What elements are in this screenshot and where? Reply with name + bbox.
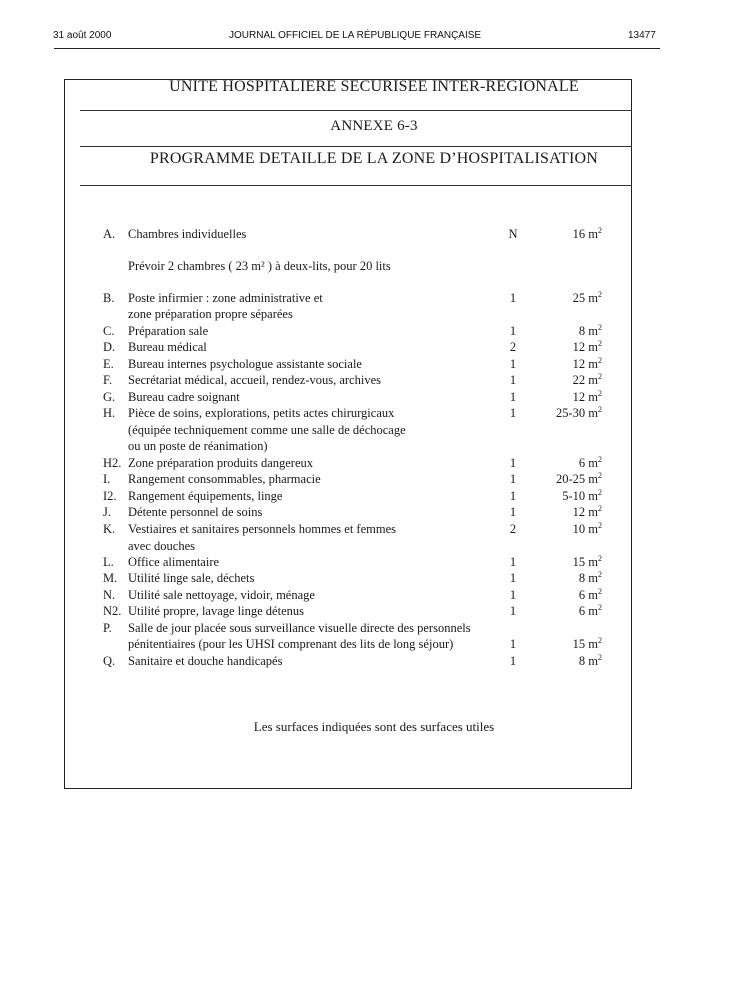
room-description: ou un poste de réanimation): [128, 439, 268, 453]
room-code: H2.: [103, 456, 122, 470]
room-description: (équipée techniquement comme une salle de déchocage: [128, 423, 406, 437]
room-code: J.: [103, 505, 111, 519]
room-code: N.: [103, 588, 116, 602]
surface-unit-exponent: 2: [598, 339, 602, 348]
room-description: Utilité propre, lavage linge détenus: [128, 604, 304, 618]
room-code: G.: [103, 390, 116, 404]
room-surface: 8 $m^2$: [578, 570, 602, 585]
room-surface: 15 $m^2$: [572, 636, 602, 651]
room-quantity: 1: [509, 489, 517, 503]
surface-unit-exponent: 2: [598, 570, 602, 579]
room-quantity: 1: [509, 291, 517, 305]
room-surface: 12 $m^2$: [572, 504, 602, 519]
room-description: Salle de jour placée sous surveillance visuelle directe des personnels: [128, 621, 471, 635]
room-description: pénitentiaires (pour les UHSI comprenant des lits de long séjour): [128, 637, 454, 651]
room-surface: 25-30 $m^2$: [555, 405, 602, 420]
room-surface: 6 $m^2$: [578, 455, 602, 470]
room-code: B.: [103, 291, 115, 305]
room-code: E.: [103, 357, 114, 371]
room-code: H.: [103, 406, 116, 420]
room-surface: 8 $m^2$: [578, 653, 602, 668]
title-rule: [80, 110, 632, 111]
room-code: F.: [103, 373, 113, 387]
room-quantity: 1: [509, 373, 517, 387]
room-surface: 5-10 $m^2$: [562, 488, 602, 503]
room-surface: 6 $m^2$: [578, 603, 602, 618]
surface-unit-exponent: 2: [598, 636, 602, 645]
surface-unit-exponent: 2: [598, 504, 602, 513]
room-description: Utilité sale nettoyage, vidoir, ménage: [128, 588, 315, 602]
surface-unit-exponent: 2: [598, 603, 602, 612]
room-description: Bureau médical: [128, 340, 207, 354]
room-description: Vestiaires et sanitaires personnels hommes et femmes: [128, 522, 396, 536]
surface-unit-exponent: 2: [598, 356, 602, 365]
room-code: I.: [103, 472, 111, 486]
room-description: Prévoir 2 chambres ( 23 m² ) à deux-lits, pour 20 lits: [128, 259, 391, 273]
surface-unit-exponent: 2: [598, 653, 602, 662]
room-code: K.: [103, 522, 116, 536]
room-code: P.: [103, 621, 112, 635]
header-page-number: 13477: [628, 30, 656, 41]
header-journal-title: JOURNAL OFFICIEL DE LA RÉPUBLIQUE FRANÇAISE: [229, 30, 482, 41]
room-code: C.: [103, 324, 115, 338]
room-quantity: 1: [509, 571, 517, 585]
room-code: M.: [103, 571, 118, 585]
room-surface: 12 $m^2$: [572, 356, 602, 371]
room-code: A.: [103, 227, 116, 241]
room-quantity: 1: [509, 390, 517, 404]
room-quantity: 1: [509, 654, 517, 668]
surface-unit-exponent: 2: [598, 323, 602, 332]
surface-unit-exponent: 2: [598, 290, 602, 299]
room-surface: 25 $m^2$: [572, 290, 602, 305]
room-description: Bureau internes psychologue assistante sociale: [128, 357, 362, 371]
room-quantity: 1: [509, 357, 517, 371]
room-code: D.: [103, 340, 116, 354]
document-title: UNITE HOSPITALIERE SECURISEE INTER-REGIONALE: [169, 78, 579, 95]
room-code: Q.: [103, 654, 116, 668]
room-quantity: 2: [509, 522, 517, 536]
room-quantity: 1: [509, 637, 517, 651]
room-code: L.: [103, 555, 114, 569]
room-description: Poste infirmier : zone administrative et: [128, 291, 323, 305]
room-description: Sanitaire et douche handicapés: [128, 654, 283, 668]
room-description: Zone préparation produits dangereux: [128, 456, 314, 470]
surface-unit-exponent: 2: [598, 389, 602, 398]
room-quantity: N: [508, 227, 518, 241]
room-description: Pièce de soins, explorations, petits actes chirurgicaux: [128, 406, 395, 420]
header-date: 31 août 2000: [53, 30, 112, 41]
room-quantity: 1: [509, 604, 517, 618]
room-surface: 22 $m^2$: [572, 372, 602, 387]
subtitle-rule: [80, 185, 632, 186]
room-quantity: 2: [509, 340, 517, 354]
room-quantity: 1: [509, 406, 517, 420]
room-quantity: 1: [509, 472, 517, 486]
surfaces-note: Les surfaces indiquées sont des surfaces utiles: [253, 719, 495, 734]
surface-unit-exponent: 2: [598, 587, 602, 596]
room-quantity: 1: [509, 555, 517, 569]
annex-rule: [80, 146, 632, 147]
room-surface: 20-25 $m^2$: [555, 471, 602, 486]
surface-unit-exponent: 2: [598, 405, 602, 414]
header-rule: [54, 48, 660, 49]
room-surface: 10 $m^2$: [572, 521, 602, 536]
room-description: Chambres individuelles: [128, 227, 247, 241]
room-surface: 6 $m^2$: [578, 587, 602, 602]
room-surface: 8 $m^2$: [578, 323, 602, 338]
room-description: Secrétariat médical, accueil, rendez-vous, archives: [128, 373, 381, 387]
room-description: Office alimentaire: [128, 555, 220, 569]
section-subtitle: PROGRAMME DETAILLE DE LA ZONE D’HOSPITALISATION: [149, 150, 599, 167]
room-description: Préparation sale: [128, 324, 209, 338]
surface-unit-exponent: 2: [598, 488, 602, 497]
room-surface: 15 $m^2$: [572, 554, 602, 569]
room-description: Détente personnel de soins: [128, 505, 263, 519]
room-quantity: 1: [509, 505, 517, 519]
room-surface: 12 $m^2$: [572, 339, 602, 354]
room-quantity: 1: [509, 588, 517, 602]
room-code: N2.: [103, 604, 122, 618]
surface-unit-exponent: 2: [598, 554, 602, 563]
surface-unit-exponent: 2: [598, 226, 602, 235]
room-description: zone préparation propre séparées: [128, 307, 293, 321]
room-description: Rangement équipements, linge: [128, 489, 283, 503]
surface-unit-exponent: 2: [598, 372, 602, 381]
surface-unit-exponent: 2: [598, 471, 602, 480]
room-surface: 12 $m^2$: [572, 389, 602, 404]
room-description: avec douches: [128, 539, 195, 553]
room-description: Utilité linge sale, déchets: [128, 571, 255, 585]
annex-number: ANNEXE 6-3: [330, 118, 418, 134]
surface-unit-exponent: 2: [598, 455, 602, 464]
surface-unit-exponent: 2: [598, 521, 602, 530]
room-description: Bureau cadre soignant: [128, 390, 240, 404]
room-quantity: 1: [509, 456, 517, 470]
room-surface: 16 $m^2$: [572, 226, 602, 241]
room-code: I2.: [103, 489, 117, 503]
room-description: Rangement consommables, pharmacie: [128, 472, 321, 486]
room-quantity: 1: [509, 324, 517, 338]
